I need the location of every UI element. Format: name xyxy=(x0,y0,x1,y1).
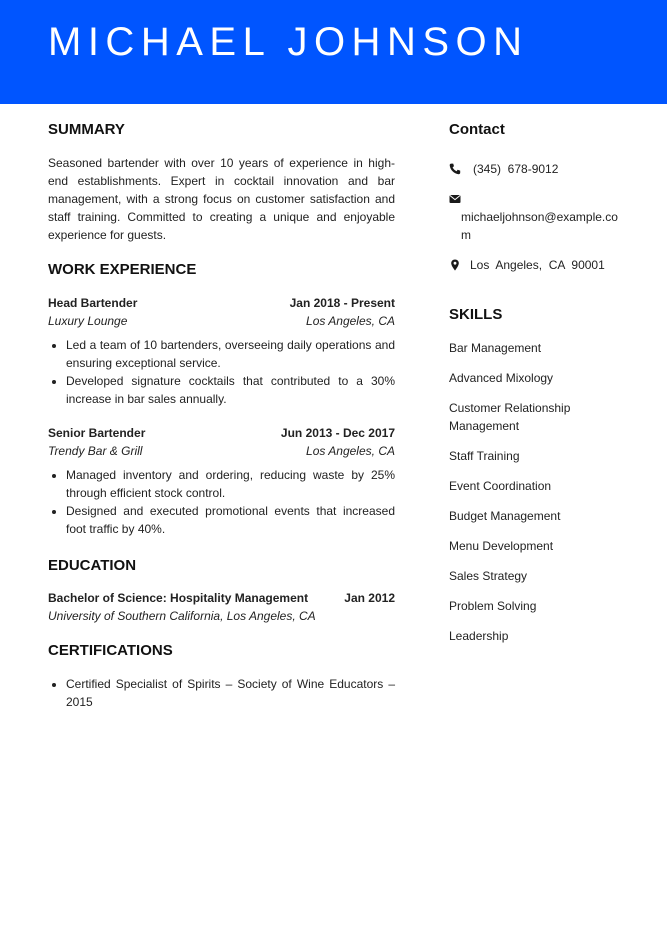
skill-item: Staff Training xyxy=(449,449,520,463)
skills-heading: SKILLS xyxy=(449,306,503,323)
school: University of Southern California, Los Angeles, CA xyxy=(48,609,316,623)
skill-item: Problem Solving xyxy=(449,599,537,613)
envelope-icon xyxy=(449,193,461,205)
skill-item: Advanced Mixology xyxy=(449,371,554,385)
education-date: Jan 2012 xyxy=(344,591,395,605)
experience-heading: WORK EXPERIENCE xyxy=(48,261,197,278)
email-address[interactable]: michaeljohnson@example.com xyxy=(461,210,618,242)
skill-item: Leadership xyxy=(449,629,509,643)
summary-text: Seasoned bartender with over 10 years of experience in high-end establishments. Expert in cocktail innovation and bar management, with a strong focus on customer satisfaction and staff training. Committed to creating a unique and enjoyable experience for guests. xyxy=(48,156,395,242)
location-text: Los Angeles, CA 90001 xyxy=(470,258,605,272)
sidebar-column xyxy=(449,120,625,645)
job-dates: Jun 2013 - Dec 2017 xyxy=(280,426,395,440)
phone-number[interactable]: (345) 678-9012 xyxy=(473,162,559,176)
contact-heading: Contact xyxy=(449,121,505,138)
bullet-item: • Designed and executed promotional events that increased foot traffic by 40%. xyxy=(66,502,395,538)
skill-item: Customer Relationship Management xyxy=(449,401,571,433)
job-location: Los Angeles, CA xyxy=(306,444,395,458)
job-bullets xyxy=(48,336,395,408)
education-heading: EDUCATION xyxy=(48,557,137,574)
contact-location xyxy=(449,256,625,274)
map-marker-icon xyxy=(449,259,461,271)
degree: Bachelor of Science: Hospitality Management xyxy=(48,591,309,605)
bullet-item: • Developed signature cocktails that contributed to a 30% increase in bar sales annually. xyxy=(66,372,395,408)
skill-item: Bar Management xyxy=(449,341,542,355)
job-company: Luxury Lounge xyxy=(48,314,128,328)
job-title: Head Bartender xyxy=(48,296,138,310)
certifications-list xyxy=(48,675,395,711)
summary-heading: SUMMARY xyxy=(48,121,125,138)
certification-item: • Certified Specialist of Spirits – Society of Wine Educators – 2015 xyxy=(66,675,395,711)
job-dates: Jan 2018 - Present xyxy=(289,296,395,310)
candidate-name: MICHAEL JOHNSON xyxy=(48,20,529,64)
job-bullets xyxy=(48,466,395,538)
education-entry xyxy=(48,589,395,625)
skills-list xyxy=(449,339,625,645)
phone-icon xyxy=(449,163,461,175)
job-entry xyxy=(48,294,395,408)
certifications-heading: CERTIFICATIONS xyxy=(48,642,173,659)
job-company: Trendy Bar & Grill xyxy=(48,444,143,458)
header-banner xyxy=(0,0,667,104)
skill-item: Menu Development xyxy=(449,539,554,553)
bullet-item: • Led a team of 10 bartenders, overseeing daily operations and ensuring exceptional service. xyxy=(66,336,395,372)
bullet-item: • Managed inventory and ordering, reducing waste by 25% through efficient stock control. xyxy=(66,466,395,502)
skill-item: Budget Management xyxy=(449,509,561,523)
job-title: Senior Bartender xyxy=(48,426,146,440)
contact-phone xyxy=(449,160,625,178)
main-column xyxy=(48,120,395,711)
skill-item: Sales Strategy xyxy=(449,569,528,583)
contact-email xyxy=(449,190,625,244)
job-location: Los Angeles, CA xyxy=(306,314,395,328)
skill-item: Event Coordination xyxy=(449,479,552,493)
job-entry xyxy=(48,424,395,538)
